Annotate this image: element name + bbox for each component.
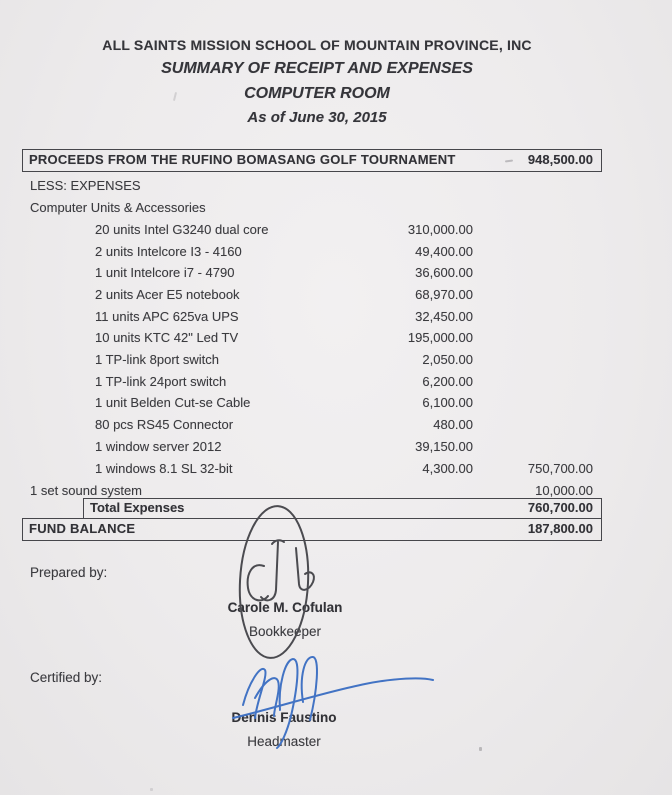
- proceeds-label: PROCEEDS FROM THE RUFINO BOMASANG GOLF TOURNAMENT: [29, 152, 456, 167]
- expense-item-amount: 32,450.00: [415, 309, 473, 324]
- expense-item-label: 1 TP-link 8port switch: [95, 352, 220, 367]
- expense-row: [23, 414, 602, 436]
- expense-item-amount: 6,200.00: [422, 374, 473, 389]
- expense-item-amount: 39,150.00: [415, 439, 473, 454]
- expense-item-label: 1 TP-link 24port switch: [95, 374, 227, 389]
- category-row: [23, 197, 602, 219]
- expense-subtotal: 750,700.00: [527, 461, 593, 476]
- expense-row: [23, 458, 602, 480]
- less-expenses-row: [23, 175, 602, 197]
- less-expenses-label: LESS: EXPENSES: [30, 178, 141, 193]
- org-name: ALL SAINTS MISSION SCHOOL OF MOUNTAIN PROVINCE, INC: [102, 37, 532, 53]
- expense-row: [23, 371, 602, 393]
- expense-row: [23, 219, 602, 241]
- certified-by-label: Certified by:: [30, 670, 103, 685]
- total-expenses-amount: 760,700.00: [527, 500, 593, 515]
- expense-item-label: 80 pcs RS45 Connector: [95, 417, 234, 432]
- expense-item-label: 2 units Acer E5 notebook: [95, 287, 240, 302]
- expense-item-label: 1 unit Intelcore i7 - 4790: [95, 265, 235, 280]
- expense-row: [23, 349, 602, 371]
- expense-row: [23, 241, 602, 263]
- expense-item-amount: 49,400.00: [415, 244, 473, 259]
- document-title: SUMMARY OF RECEIPT AND EXPENSES: [161, 60, 473, 77]
- expense-item-label: 11 units APC 625va UPS: [95, 309, 239, 324]
- expense-item-amount: 4,300.00: [422, 461, 473, 476]
- expense-item-label: 1 windows 8.1 SL 32-bit: [95, 461, 233, 476]
- preparer-name: Carole M. Cofulan: [227, 600, 343, 615]
- expense-item-label: 2 units Intelcore I3 - 4160: [95, 244, 242, 259]
- as-of-date: As of June 30, 2015: [247, 109, 387, 126]
- scan-speck: [479, 747, 482, 751]
- expense-row: [23, 284, 602, 306]
- expense-row: [23, 436, 602, 458]
- expense-item-label: 1 window server 2012: [95, 439, 222, 454]
- expense-row: [23, 327, 602, 349]
- expense-item-amount: 480.00: [433, 417, 473, 432]
- expense-row: [23, 306, 602, 328]
- total-expenses-label: Total Expenses: [90, 500, 185, 515]
- expense-row: [23, 262, 602, 284]
- scan-speck: [150, 788, 153, 791]
- fund-balance-amount: 187,800.00: [527, 521, 593, 536]
- prepared-by-label: Prepared by:: [30, 565, 108, 580]
- proceeds-amount: 948,500.00: [527, 152, 593, 167]
- fund-balance-label: FUND BALANCE: [29, 521, 136, 536]
- expense-item-label: 1 unit Belden Cut-se Cable: [95, 395, 251, 410]
- expense-item-amount: 195,000.00: [407, 330, 473, 345]
- sound-system-label: 1 set sound system: [30, 483, 142, 498]
- certifier-title: Headmaster: [247, 734, 321, 749]
- certifier-signature: [225, 650, 440, 755]
- document-subtitle: COMPUTER ROOM: [244, 85, 390, 102]
- preparer-signature: [222, 500, 332, 670]
- sound-system-amount: 10,000.00: [535, 483, 593, 498]
- expense-item-label: 20 units Intel G3240 dual core: [95, 222, 269, 237]
- expense-item-amount: 36,600.00: [415, 265, 473, 280]
- certifier-name: Dennis Faustino: [231, 710, 337, 725]
- proceeds-row: [22, 149, 602, 172]
- expense-item-amount: 6,100.00: [422, 395, 473, 410]
- expense-item-label: 10 units KTC 42" Led TV: [95, 330, 239, 345]
- total-expenses-row: [83, 498, 602, 519]
- preparer-title: Bookkeeper: [248, 624, 322, 639]
- expense-item-amount: 310,000.00: [407, 222, 473, 237]
- category-label: Computer Units & Accessories: [30, 200, 206, 215]
- expense-item-amount: 2,050.00: [422, 352, 473, 367]
- expense-row: [23, 392, 602, 414]
- expense-item-amount: 68,970.00: [415, 287, 473, 302]
